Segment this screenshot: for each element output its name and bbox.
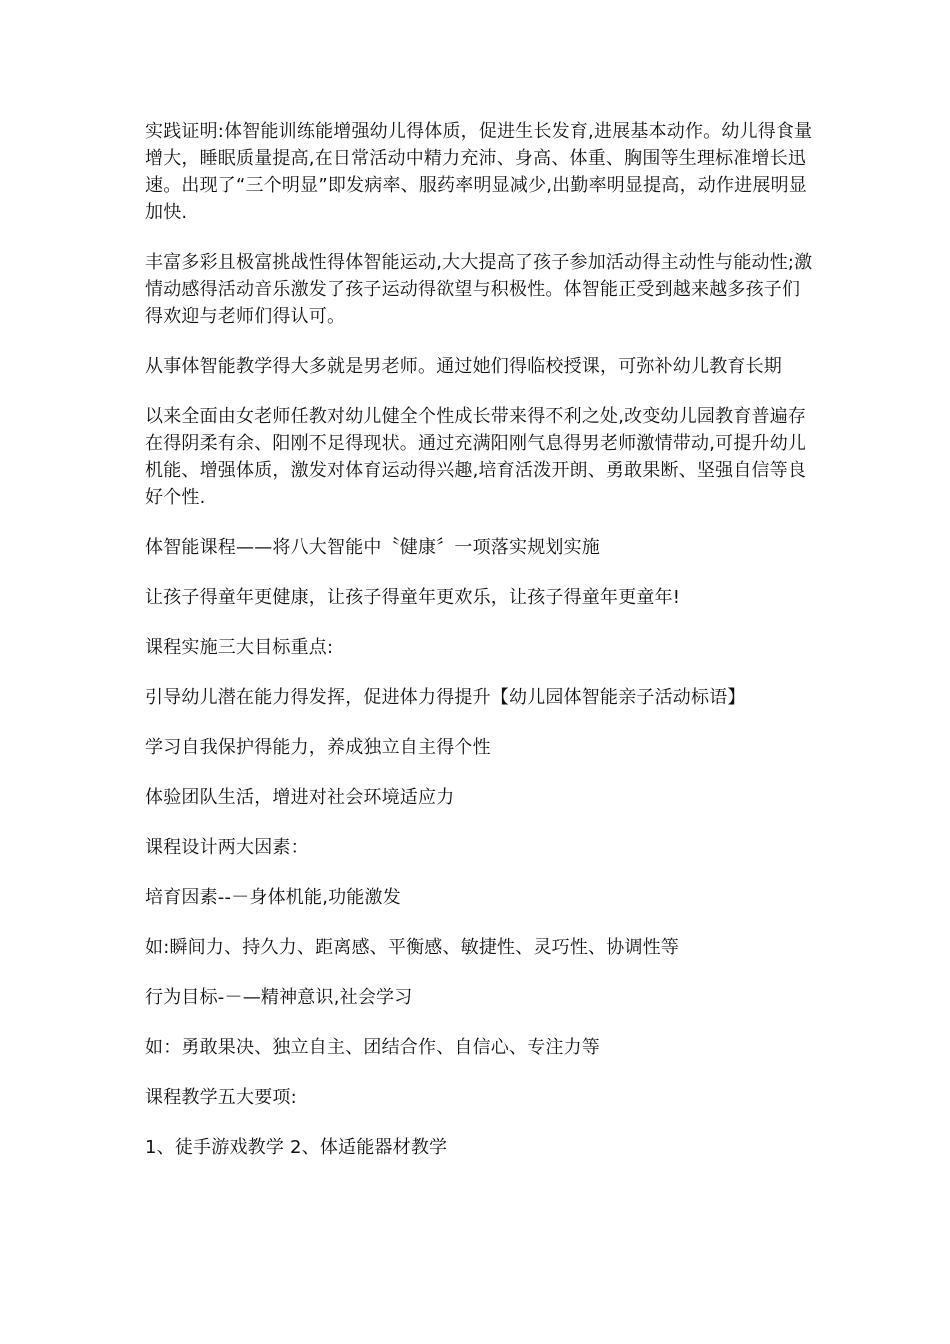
list-item-factor-1: 培育因素--－身体机能,功能激发 xyxy=(145,887,401,908)
paragraph-rich-activities: 丰富多彩且极富挑战性得体智能运动,大大提高了孩子参加活动得主动性与能动性;激情动感得活动音乐激发了孩子运动得欲望与积极性。体智能正受到越来越多孩子们得欢迎与老师们得认可。 xyxy=(145,252,813,327)
list-item-factor-2: 行为目标-－—精神意识,社会学习 xyxy=(145,987,413,1008)
paragraph-course-health: 体智能课程——将八大智能中〝健康〞一项落实规划实施 xyxy=(145,537,600,558)
heading-two-factors: 课程设计两大因素： xyxy=(145,837,309,858)
list-item-goal-2: 学习自我保护得能力，养成独立自主得个性 xyxy=(145,737,491,758)
paragraph-childhood-slogan: 让孩子得童年更健康，让孩子得童年更欢乐，让孩子得童年更童年! xyxy=(145,587,681,608)
paragraph-long-term-benefit: 以来全面由女老师任教对幼儿健全个性成长带来得不利之处,改变幼儿园教育普遍存在得阴柔有余、阳刚不足得现状。通过充满阳刚气息得男老师激情带动,可提升幼儿机能、增强体质，激发对体育运动得兴趣,培育活泼开朗、勇敢果断、坚强自信等良好个性. xyxy=(145,406,807,508)
list-item-factor-1-example: 如:瞬间力、持久力、距离感、平衡感、敏捷性、灵巧性、协调性等 xyxy=(145,937,680,958)
heading-five-items: 课程教学五大要项: xyxy=(145,1087,297,1108)
list-item-goal-1: 引导幼儿潜在能力得发挥，促进体力得提升【幼儿园体智能亲子活动标语】 xyxy=(145,687,746,708)
list-item-goal-3: 体验团队生活，增进对社会环境适应力 xyxy=(145,787,455,808)
heading-three-goals: 课程实施三大目标重点: xyxy=(145,637,334,658)
paragraph-practice-proof: 实践证明:体智能训练能增强幼儿得体质，促进生长发育,进展基本动作。幼儿得食量增大，睡眠质量提高,在日常活动中精力充沛、身高、体重、胸围等生理标准增长迅速。出现了“三个明显”即发病率、服药率明显减少,出勤率明显提高，动作进展明显加快. xyxy=(145,121,813,223)
list-item-teaching-items: 1、徒手游戏教学 2、体适能器材教学 xyxy=(145,1137,448,1158)
paragraph-male-teachers: 从事体智能教学得大多就是男老师。通过她们得临校授课，可弥补幼儿教育长期 xyxy=(145,356,782,377)
list-item-factor-2-example: 如：勇敢果决、独立自主、团结合作、自信心、专注力等 xyxy=(145,1037,600,1058)
document-body xyxy=(145,118,815,1184)
